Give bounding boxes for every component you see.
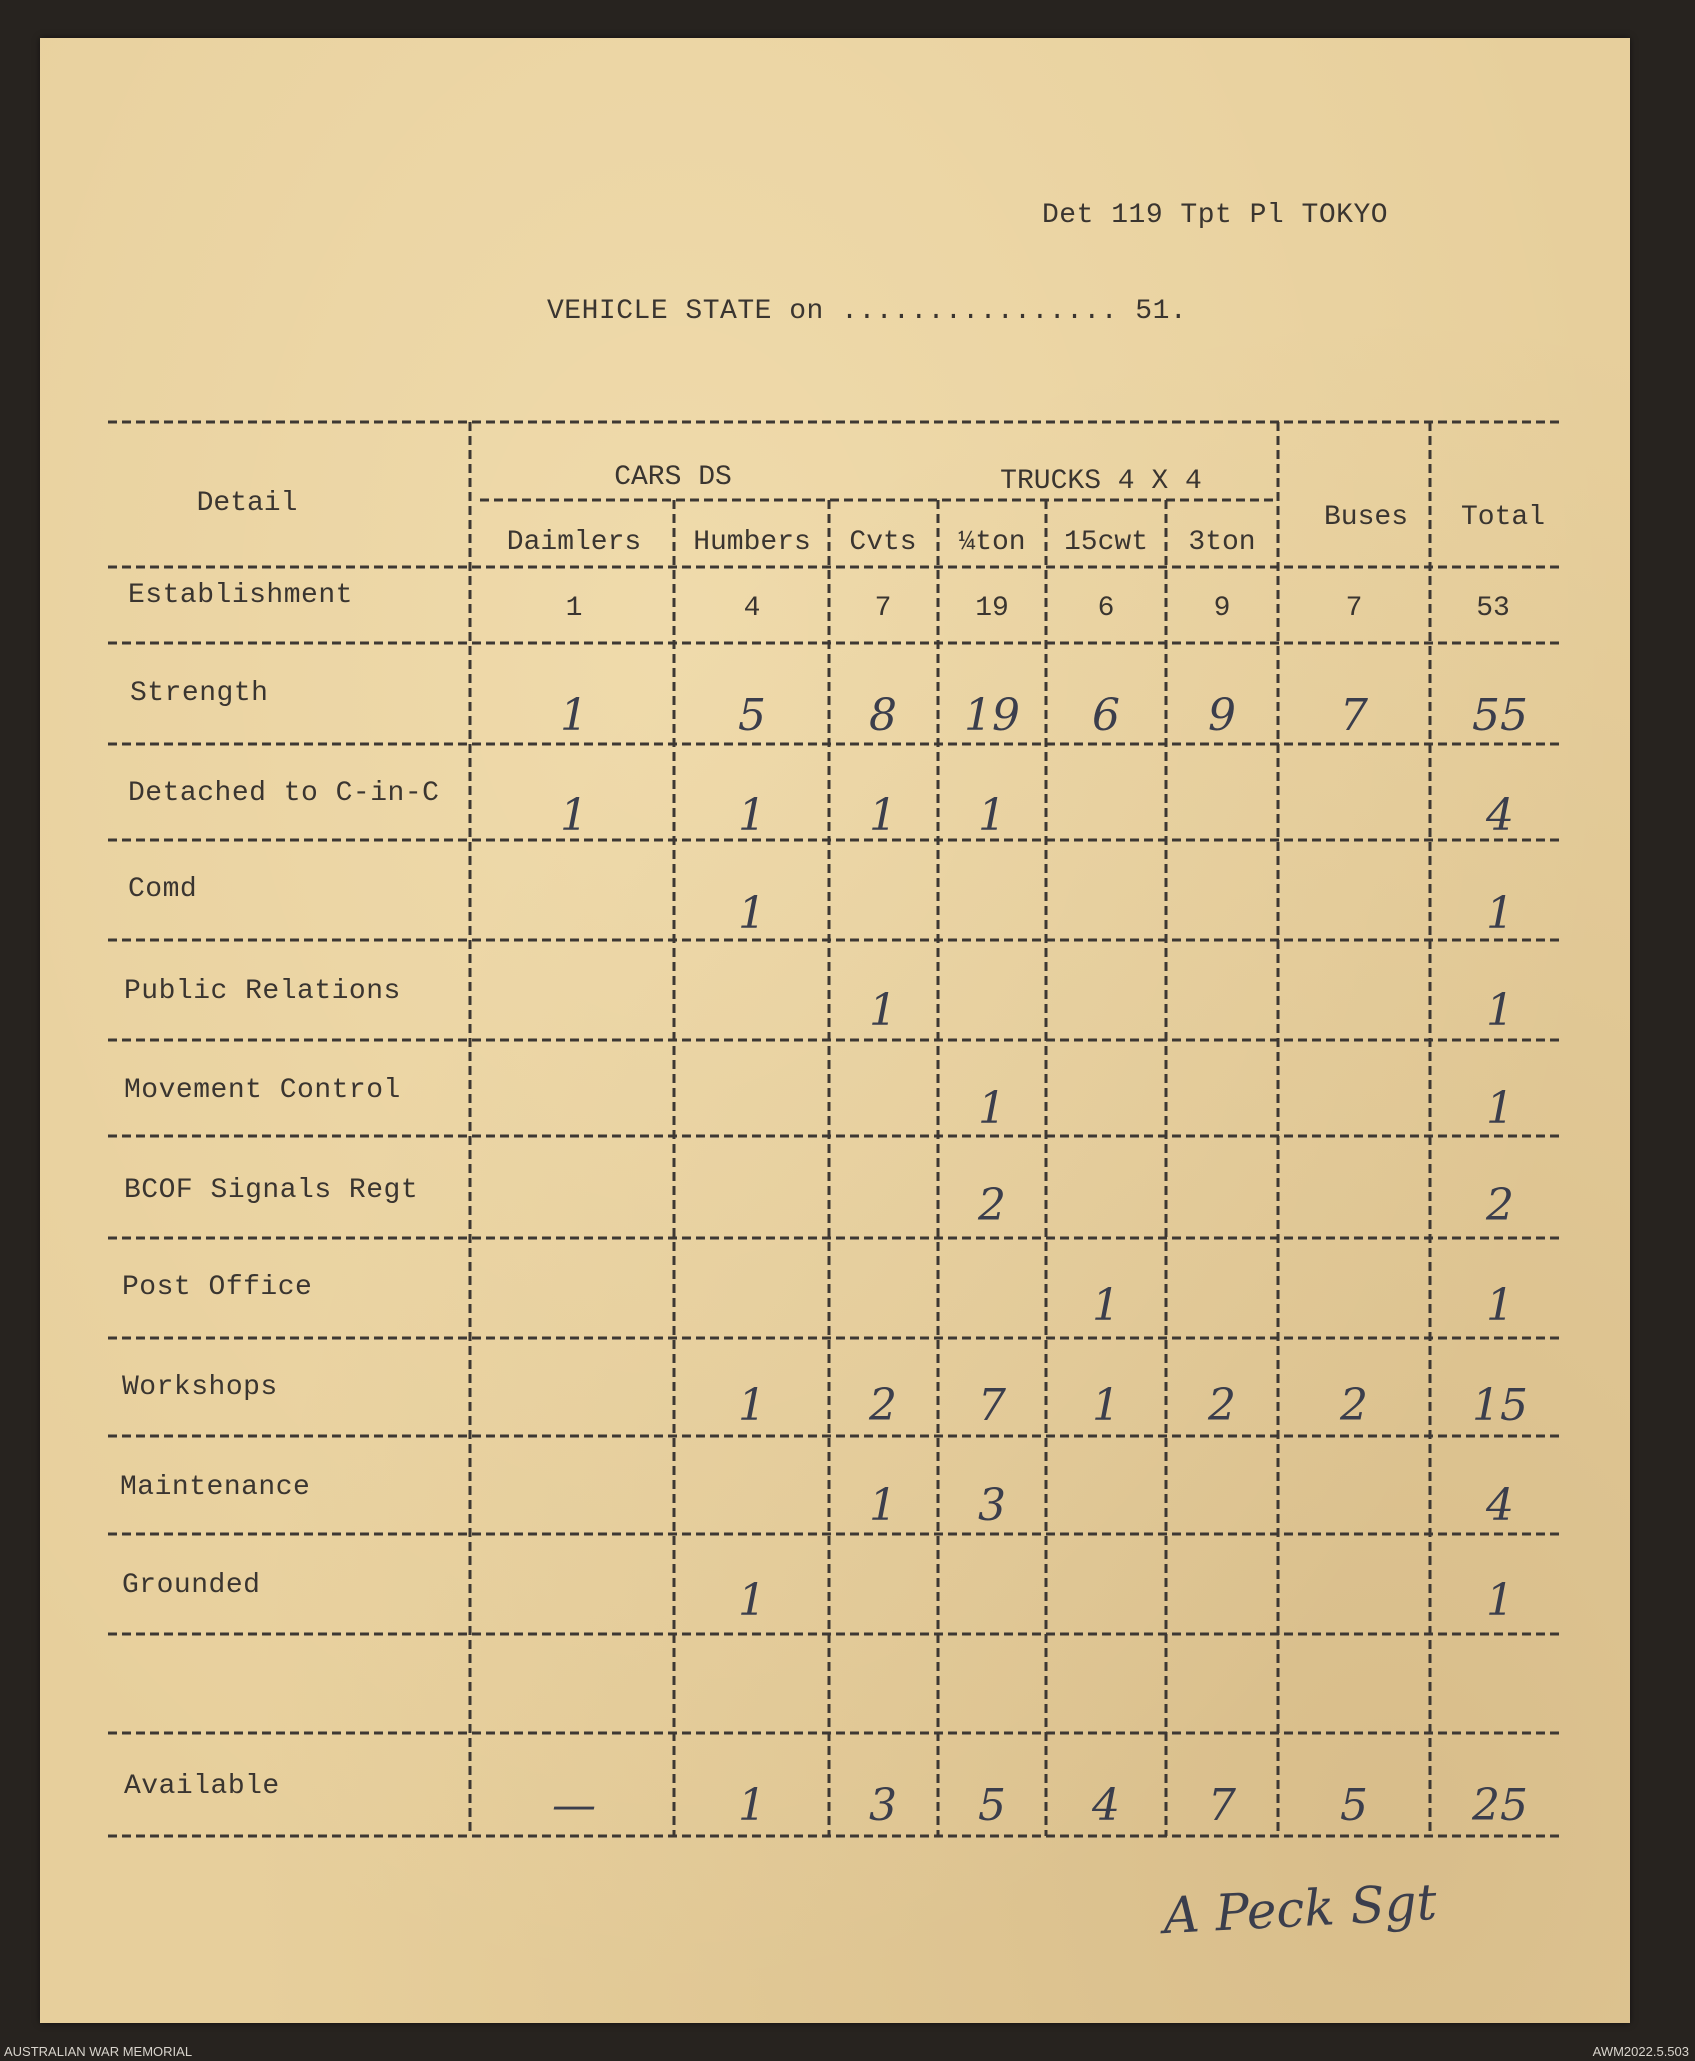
row-label-movement-control: Movement Control — [124, 1075, 401, 1106]
establishment-humbers: 4 — [743, 593, 761, 624]
hand-value-r2-c1: 1 — [738, 888, 766, 939]
hand-value-r8-c3: 3 — [978, 1480, 1006, 1531]
hand-value-r7-c2: 2 — [869, 1380, 897, 1431]
header-cvts: Cvts — [849, 527, 917, 558]
hand-value-r11-c6: 5 — [1340, 1780, 1368, 1831]
group-header-cars: CARS DS — [614, 462, 732, 493]
hand-value-r1-c3: 1 — [978, 790, 1006, 841]
hand-value-r6-c4: 1 — [1092, 1280, 1120, 1331]
group-header-trucks: TRUCKS 4 X 4 — [1000, 466, 1202, 497]
hand-value-r2-c7: 1 — [1486, 888, 1514, 939]
hand-value-r0-c2: 8 — [869, 690, 897, 741]
row-label-workshops: Workshops — [122, 1372, 278, 1403]
row-label-establishment: Establishment — [128, 580, 353, 611]
header-3ton: 3ton — [1188, 527, 1256, 558]
hand-value-r7-c6: 2 — [1340, 1380, 1368, 1431]
hand-value-r3-c2: 1 — [869, 985, 897, 1036]
establishment-quarter-ton: 19 — [975, 593, 1009, 624]
hand-value-r5-c7: 2 — [1486, 1180, 1514, 1231]
hand-value-r7-c3: 7 — [978, 1380, 1006, 1431]
hand-value-r0-c0: 1 — [560, 690, 588, 741]
hand-value-r7-c1: 1 — [738, 1380, 766, 1431]
unit-heading: Det 119 Tpt Pl TOKYO — [1042, 200, 1389, 231]
hand-value-r6-c7: 1 — [1486, 1280, 1514, 1331]
row-label-available: Available — [124, 1771, 280, 1802]
row-label-comd: Comd — [128, 874, 198, 905]
footer-right: AWM2022.5.503 — [1592, 2044, 1689, 2059]
hand-value-r7-c4: 1 — [1092, 1380, 1120, 1431]
hand-value-r8-c2: 1 — [869, 1480, 897, 1531]
footer-left: AUSTRALIAN WAR MEMORIAL — [4, 2044, 193, 2059]
establishment-buses: 7 — [1345, 593, 1363, 624]
establishment-daimlers: 1 — [565, 593, 583, 624]
header-15cwt: 15cwt — [1063, 527, 1149, 558]
header-quarter-ton: ¼ton — [958, 527, 1026, 558]
hand-value-r11-c2: 3 — [869, 1780, 897, 1831]
row-label-signals: BCOF Signals Regt — [124, 1175, 419, 1206]
hand-value-r5-c3: 2 — [978, 1180, 1006, 1231]
row-label-post-office: Post Office — [122, 1272, 313, 1303]
hand-value-r11-c7: 25 — [1472, 1780, 1528, 1831]
hand-value-r3-c7: 1 — [1486, 985, 1514, 1036]
hand-value-r0-c4: 6 — [1092, 690, 1120, 741]
establishment-3ton: 9 — [1213, 593, 1231, 624]
row-label-maintenance: Maintenance — [120, 1472, 311, 1503]
hand-value-r4-c7: 1 — [1486, 1083, 1514, 1134]
header-humbers: Humbers — [693, 527, 811, 558]
row-label-public-relations: Public Relations — [124, 976, 401, 1007]
hand-value-r4-c3: 1 — [978, 1083, 1006, 1134]
hand-value-r7-c5: 2 — [1208, 1380, 1236, 1431]
establishment-15cwt: 6 — [1097, 593, 1115, 624]
hand-value-r9-c1: 1 — [738, 1575, 766, 1626]
hand-value-r0-c1: 5 — [738, 690, 766, 741]
hand-value-r1-c2: 1 — [869, 790, 897, 841]
hand-value-r7-c7: 15 — [1472, 1380, 1528, 1431]
signature: A Peck Sgt — [1161, 1872, 1439, 1946]
row-label-detached: Detached to C-in-C — [128, 778, 440, 809]
establishment-total: 53 — [1476, 593, 1510, 624]
hand-value-r1-c1: 1 — [738, 790, 766, 841]
hand-value-r11-c5: 7 — [1208, 1780, 1236, 1831]
hand-value-r1-c7: 4 — [1486, 790, 1514, 841]
hand-value-r0-c3: 19 — [964, 690, 1020, 741]
hand-value-r0-c6: 7 — [1340, 690, 1368, 741]
header-detail: Detail — [196, 488, 298, 519]
hand-value-r11-c0: — — [552, 1780, 596, 1831]
document-title: VEHICLE STATE on ................ 51. — [547, 296, 1188, 327]
header-daimlers: Daimlers — [506, 527, 642, 558]
hand-value-r1-c0: 1 — [560, 790, 588, 841]
hand-value-r8-c7: 4 — [1486, 1480, 1514, 1531]
row-label-grounded: Grounded — [122, 1570, 261, 1601]
row-label-strength: Strength — [130, 678, 269, 709]
header-total: Total — [1460, 502, 1546, 533]
hand-value-r11-c4: 4 — [1092, 1780, 1120, 1831]
header-buses: Buses — [1323, 502, 1409, 533]
hand-value-r0-c7: 55 — [1472, 690, 1528, 741]
hand-value-r11-c1: 1 — [738, 1780, 766, 1831]
hand-value-r11-c3: 5 — [978, 1780, 1006, 1831]
establishment-cvts: 7 — [874, 593, 892, 624]
hand-value-r9-c7: 1 — [1486, 1575, 1514, 1626]
hand-value-r0-c5: 9 — [1208, 690, 1236, 741]
